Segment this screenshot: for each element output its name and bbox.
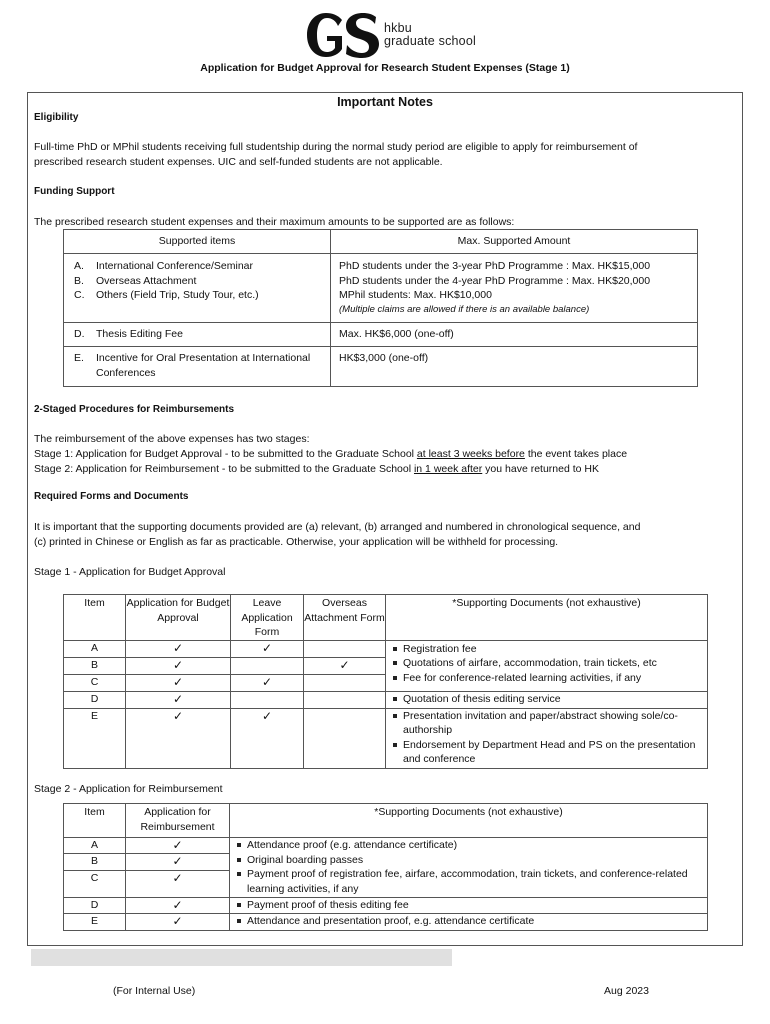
check-icon [304,640,386,657]
header-supporting-docs: *Supporting Documents (not exhaustive) [386,595,708,641]
table-row [64,640,708,657]
stage1-label: Stage 1 - Application for Budget Approval [34,566,226,578]
item-label: Others (Field Trip, Study Tour, etc.) [96,289,259,301]
check-icon: ✓ [231,640,304,657]
header-budget-approval: Application for Budget Approval [126,595,231,641]
stage2-header-row [64,804,708,838]
check-icon: ✓ [126,708,231,768]
required-forms-text [34,520,734,550]
table-row [64,914,708,931]
header-app-reimbursement: Application for Reimbursement [126,804,230,838]
for-internal-use-label: (For Internal Use) [113,985,196,997]
item-cell: C [64,674,126,691]
doc-item: Payment proof of thesis editing fee [230,898,707,913]
gs-logo-mark [306,12,380,58]
doc-item: Fee for conference-related learning activities, if any [386,671,707,686]
header-item: Item [64,804,126,838]
table-row [64,708,708,768]
header-max-amount: Max. Supported Amount [331,230,698,254]
item-cell: B [64,854,126,871]
stage1-text-end: the event takes place [524,448,628,460]
stage1-header-row [64,595,708,641]
doc-item: Payment proof of registration fee, airfare, accommodation, train tickets, and conference-related learning activities, if any [230,867,707,896]
item-label: Incentive for Oral Presentation at International Conferences [96,352,311,379]
item-label: International Conference/Seminar [96,260,254,272]
table-row [64,323,698,347]
supported-item-e [64,347,331,387]
eligibility-line-2: prescribed research student expenses. UIC and self-funded students are not applicable. [34,156,443,168]
docs-e [386,708,708,768]
required-line-1: It is important that the supporting documents provided are (a) relevant, (b) arranged and numbered in chronological sequence, and [34,521,641,533]
eligibility-heading: Eligibility [34,112,79,123]
amount-4yr-phd: PhD students under the 4-year PhD Programme : Max. HK$20,000 [339,274,651,287]
check-icon: ✓ [126,691,231,708]
stage2-deadline-emphasis: in 1 week after [413,463,483,475]
check-icon: ✓ [304,657,386,674]
table-row [64,254,698,323]
docs-abc [230,838,708,898]
table-row [64,347,698,387]
doc-item: Presentation invitation and paper/abstract showing sole/co-authorship [386,709,707,738]
supported-item-d [64,323,331,347]
multiple-claims-note: (Multiple claims are allowed if there is an available balance) [339,303,590,315]
logo-line-hkbu: hkbu [384,21,412,35]
docs-abc [386,640,708,691]
item-cell: B [64,657,126,674]
item-letter: C. [74,289,85,301]
check-icon: ✓ [231,708,304,768]
item-label: Thesis Editing Fee [96,328,183,340]
amount-3yr-phd: PhD students under the 3-year PhD Programme : Max. HK$15,000 [339,260,651,272]
item-cell: E [64,914,126,931]
check-icon: ✓ [126,674,231,691]
doc-item: Attendance proof (e.g. attendance certificate) [230,838,707,853]
procedures-text [34,432,734,477]
check-icon [304,674,386,691]
table-row [64,691,708,708]
funding-table-header [64,230,698,254]
check-icon: ✓ [126,838,230,854]
check-icon [231,691,304,708]
item-letter: B. [74,274,84,287]
logo-wordmark [384,22,476,48]
amount-d: Max. HK$6,000 (one-off) [331,323,698,347]
supported-items-abc [64,254,331,323]
procedures-heading: 2-Staged Procedures for Reimbursements [34,404,235,415]
item-cell: A [64,640,126,657]
item-letter: E. [74,352,84,364]
funding-table [63,229,698,387]
document-title: Application for Budget Approval for Research Student Expenses (Stage 1) [200,62,570,74]
check-icon: ✓ [126,640,231,657]
doc-item: Attendance and presentation proof, e.g. attendance certificate [230,914,707,929]
item-letter: A. [74,260,84,272]
doc-item: Original boarding passes [230,853,707,868]
check-icon [304,708,386,768]
stage2-table [63,803,708,931]
required-forms-heading: Required Forms and Documents [34,491,189,502]
item-cell: E [64,708,126,768]
logo-line-graduate-school: graduate school [384,34,476,48]
doc-item: Registration fee [386,642,707,657]
stage2-deadline [34,462,734,477]
amount-e: HK$3,000 (one-off) [331,347,698,387]
docs-e [230,914,708,931]
item-cell: D [64,691,126,708]
header-overseas-form: Overseas Attachment Form [304,595,386,641]
important-notes-heading: Important Notes [337,95,433,109]
stage2-text: Stage 2: Application for Reimbursement - to be submitted to the Graduate School [34,463,414,475]
docs-d [386,691,708,708]
stage1-deadline-emphasis: at least 3 weeks before [416,448,525,460]
doc-item: Quotation of thesis editing service [386,692,707,707]
table-row [64,898,708,914]
stage1-text: Stage 1: Application for Budget Approval - to be submitted to the Graduate School [34,448,417,460]
eligibility-text [34,140,734,170]
check-icon [304,691,386,708]
item-cell: D [64,898,126,914]
check-icon [231,657,304,674]
stage1-table [63,594,708,769]
amount-mphil: MPhil students: Max. HK$10,000 [339,289,492,301]
docs-d [230,898,708,914]
required-line-2: (c) printed in Chinese or English as far as practicable. Otherwise, your application will be withheld for processing. [34,536,559,548]
check-icon: ✓ [126,854,230,871]
doc-item: Endorsement by Department Head and PS on the presentation and conference [386,738,707,767]
funding-support-heading: Funding Support [34,186,115,197]
item-cell: C [64,871,126,898]
internal-use-gray-bar [31,949,452,966]
check-icon: ✓ [126,657,231,674]
stage1-deadline [34,447,734,462]
funding-intro: The prescribed research student expenses and their maximum amounts to be supported are as follows: [34,216,515,228]
header-item: Item [64,595,126,641]
stage2-label: Stage 2 - Application for Reimbursement [34,783,223,795]
check-icon: ✓ [231,674,304,691]
item-letter: D. [74,328,85,340]
eligibility-line-1: Full-time PhD or MPhil students receiving full studentship during the normal study period are eligible to apply for reimbursement of [34,141,638,153]
stage2-text-end: you have returned to HK [482,463,600,475]
check-icon: ✓ [126,871,230,898]
amounts-abc [331,254,698,323]
version-date: Aug 2023 [604,985,649,997]
item-label: Overseas Attachment [96,274,197,287]
doc-item: Quotations of airfare, accommodation, train tickets, etc [386,656,707,671]
header-supported-items: Supported items [64,230,331,254]
header-supporting-docs: *Supporting Documents (not exhaustive) [230,804,708,838]
procedures-intro: The reimbursement of the above expenses has two stages: [34,433,310,445]
check-icon: ✓ [126,898,230,914]
table-row [64,838,708,854]
check-icon: ✓ [126,914,230,931]
header-leave-form: Leave Application Form [231,595,304,641]
item-cell: A [64,838,126,854]
